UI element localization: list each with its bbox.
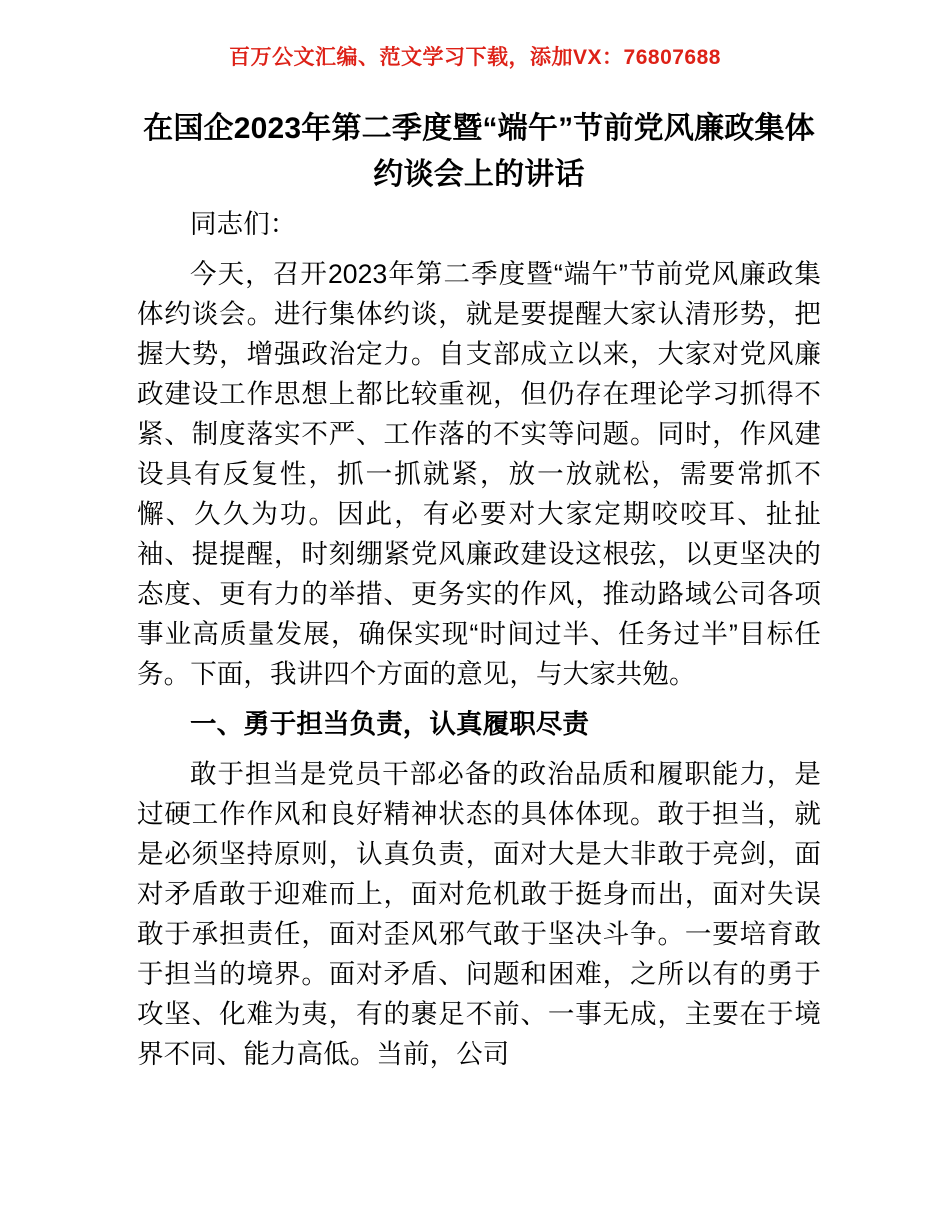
salutation: 同志们： <box>190 209 297 239</box>
document-title: 在国企2023年第二季度暨“端午”节前党风廉政集体约谈会上的讲话 <box>143 112 815 191</box>
promo-header-text: 百万公文汇编、范文学习下载，添加VX：76807688 <box>229 46 721 69</box>
paragraph-opening: 今天，召开2023年第二季度暨“端午”节前党风廉政集体约谈会。进行集体约谈，就是要提醒大家认清形势，把握大势，增强政治定力。自支部成立以来，大家对党风廉政建设工作思想上都比较重视，但仍存在理论学习抓得不紧、制度落实不严、工作落的不实等问题。同时，作风建设具有反复性，抓一抓就紧，放一放就松，需要常抓不懈、久久为功。因此，有必要对大家定期咬咬耳、扯扯袖、提提醒，时刻绷紧党风廉政建设这根弦，以更坚决的态度、更有力的举措、更务实的作风，推动路域公司各项事业高质量发展，确保实现“时间过半、任务过半”目标任务。下面，我讲四个方面的意见，与大家共勉。 <box>137 259 821 689</box>
spacer <box>137 744 821 754</box>
paragraph-section-one-body: 敢于担当是党员干部必备的政治品质和履职能力，是过硬工作作风和良好精神状态的具体体现。敢于担当，就是必须坚持原则，认真负责，面对大是大非敢于亮剑，面对矛盾敢于迎难而上，面对危机敢于挺身而出，面对失误敢于承担责任，面对歪风邪气敢于坚决斗争。一要培育敢于担当的境界。面对矛盾、问题和困难，之所以有的勇于攻坚、化难为夷，有的裹足不前、一事无成，主要在于境界不同、能力高低。当前，公司 <box>137 759 821 1069</box>
spacer <box>137 694 821 704</box>
spacer <box>137 244 821 254</box>
section-heading-one: 一、勇于担当负责，认真履职尽责 <box>190 709 589 739</box>
document-body <box>137 106 821 1074</box>
